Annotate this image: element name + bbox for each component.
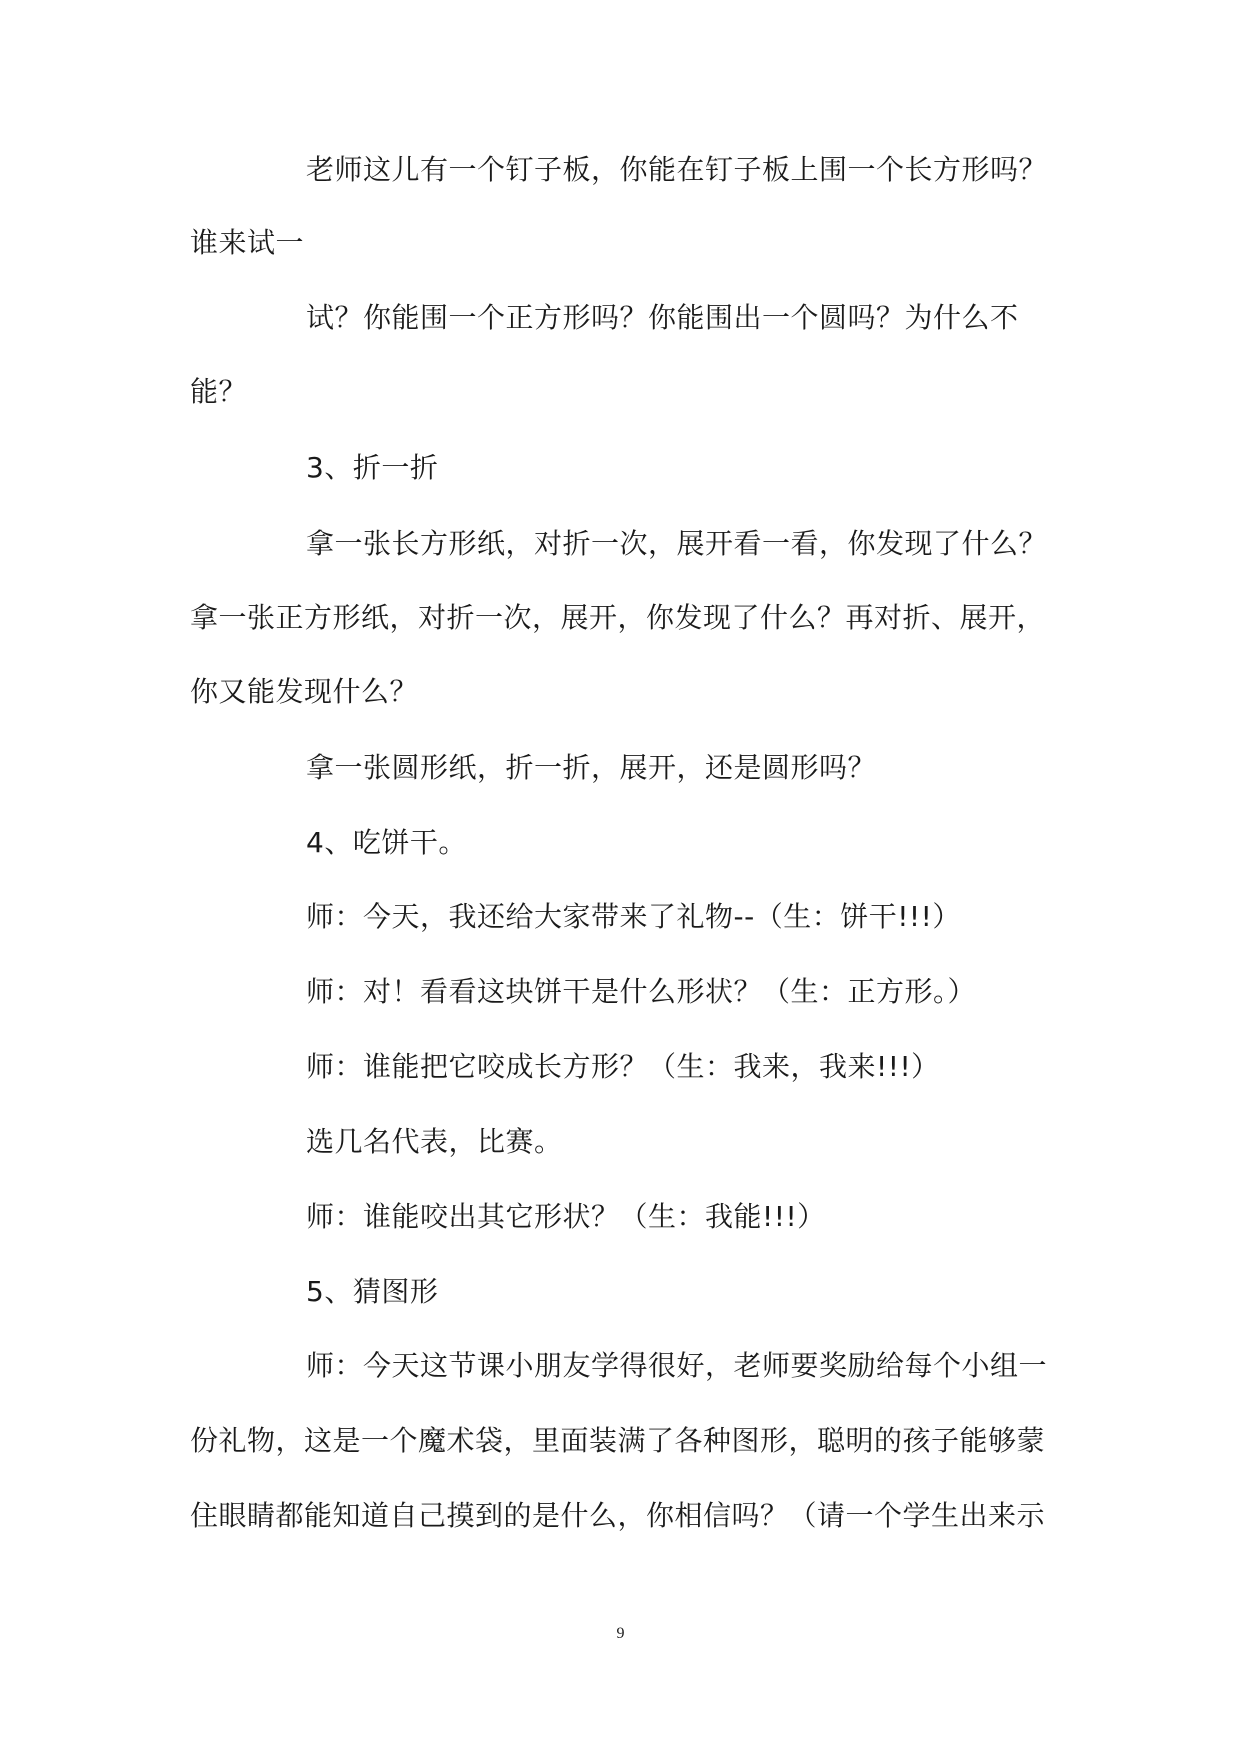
section-heading: 5、猜图形	[306, 1275, 439, 1308]
text-line: 师：对！看看这块饼干是什么形状？（生：正方形。）	[306, 975, 977, 1008]
text-line: 师：今天这节课小朋友学得很好，老师要奖励给每个小组一	[306, 1349, 1048, 1382]
page-number: 9	[616, 1625, 625, 1642]
text-line: 你又能发现什么？	[190, 675, 419, 708]
section-heading: 4、吃饼干。	[306, 826, 467, 859]
text-line: 拿一张正方形纸，对折一次，展开，你发现了什么？再对折、展开，	[190, 601, 1046, 634]
text-line: 选几名代表，比赛。	[306, 1125, 563, 1158]
text-line: 住眼睛都能知道自己摸到的是什么，你相信吗？（请一个学生出来示	[190, 1499, 1046, 1532]
text-line: 老师这儿有一个钉子板，你能在钉子板上围一个长方形吗？	[306, 153, 1048, 186]
text-line: 份礼物，这是一个魔术袋，里面装满了各种图形，聪明的孩子能够蒙	[190, 1424, 1046, 1457]
text-line: 拿一张圆形纸，折一折，展开，还是圆形吗？	[306, 751, 877, 784]
text-line: 试？你能围一个正方形吗？你能围出一个圆吗？为什么不	[306, 301, 1019, 334]
text-line: 谁来试一	[190, 226, 305, 259]
section-heading: 3、折一折	[306, 451, 439, 484]
text-line: 师：谁能把它咬成长方形？（生：我来，我来!!!）	[306, 1050, 940, 1083]
text-line: 能？	[190, 375, 248, 408]
text-line: 师：谁能咬出其它形状？（生：我能!!!）	[306, 1200, 826, 1233]
text-line: 师：今天，我还给大家带来了礼物--（生：饼干!!!）	[306, 900, 961, 933]
text-line: 拿一张长方形纸，对折一次，展开看一看，你发现了什么？	[306, 527, 1048, 560]
